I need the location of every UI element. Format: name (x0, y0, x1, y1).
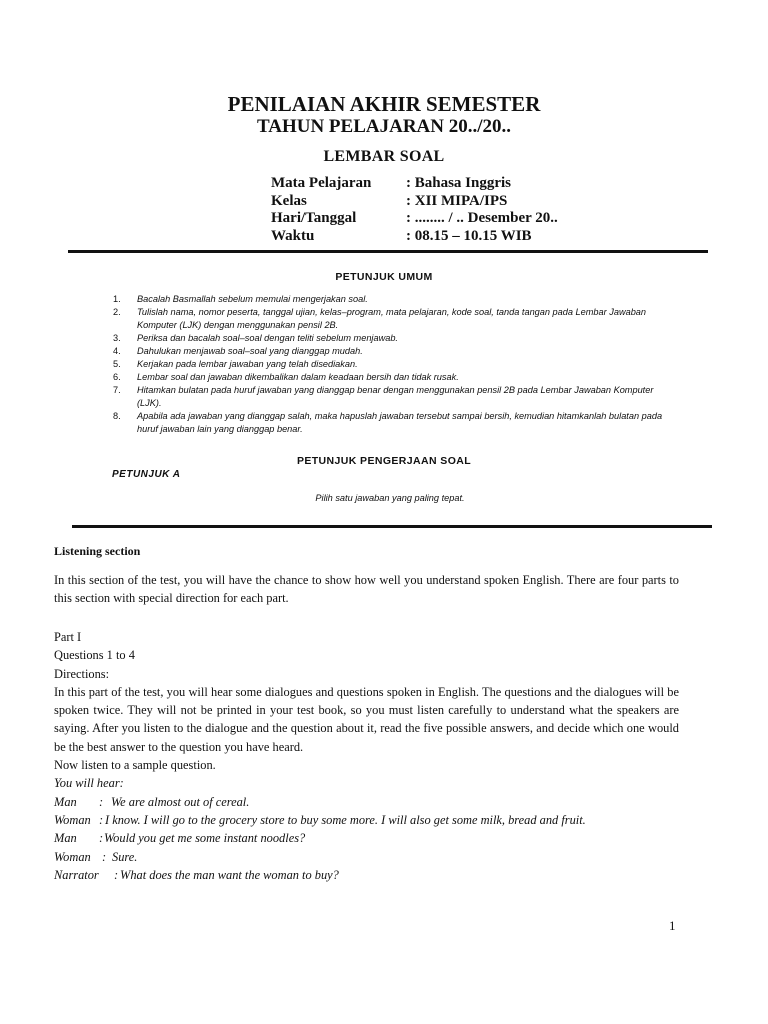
listening-intro: In this section of the test, you will have the chance to show how well you understand spoken English. There are four parts to this section with special direction for each part. (54, 573, 679, 606)
line: We are almost out of cereal. (111, 794, 250, 809)
line: Sure. (112, 849, 138, 864)
header-divider (68, 250, 708, 253)
line: I know. I will go to the grocery store to buy some more. I will also get some milk, bread and fruit. (105, 812, 586, 827)
list-item (110, 345, 670, 358)
separator: : (114, 867, 119, 882)
info-value: : 08.15 – 10.15 WIB (406, 227, 532, 244)
page-number: 1 (669, 918, 676, 933)
line: What does the man want the woman to buy? (120, 867, 339, 882)
info-value: : ........ / .. Desember 20.. (406, 210, 558, 226)
list-item (110, 306, 670, 332)
speaker: Man (54, 831, 77, 846)
speaker: Narrator (54, 867, 99, 882)
item-number: 8. (113, 411, 121, 421)
part-label: Part I (54, 630, 82, 644)
part-one-block (54, 628, 679, 884)
sample-intro: Now listen to a sample question. (54, 758, 216, 773)
general-instructions-heading: PETUNJUK UMUM (335, 271, 433, 283)
item-text: Tulislah nama, nomor peserta, tanggal ujian, kelas–program, mata pelajaran, kode soal, tanda tangan pada Lembar Jawaban Komputer (LJK) dengan menggunakan pensil 2B. (137, 307, 647, 330)
you-will-hear: You will hear: (54, 776, 124, 791)
choose-instruction: Pilih satu jawaban yang paling tepat. (315, 493, 465, 503)
dialogue-line (54, 848, 679, 866)
section-a-label: PETUNJUK A (112, 469, 181, 480)
item-text: Lembar soal dan jawaban dikembalikan dalam keadaan bersih dan tidak rusak. (137, 372, 459, 382)
info-value: : XII MIPA/IPS (406, 192, 508, 209)
item-number: 2. (113, 307, 121, 317)
academic-year: TAHUN PELAJARAN 20../20.. (256, 116, 512, 137)
sheet-title: LEMBAR SOAL (323, 148, 445, 165)
list-item (110, 384, 670, 410)
item-number: 3. (113, 333, 121, 343)
item-text: Kerjakan pada lembar jawaban yang telah disediakan. (137, 359, 358, 369)
item-text: Dahulukan menjawab soal–soal yang dianggap mudah. (137, 346, 363, 356)
info-key: Mata Pelajaran (271, 175, 372, 191)
separator: : (102, 849, 107, 864)
info-key: Kelas (271, 192, 307, 209)
item-text: Bacalah Basmallah sebelum memulai mengerjakan soal. (137, 294, 368, 304)
item-number: 1. (113, 294, 121, 304)
speaker: Man (54, 794, 77, 809)
item-number: 5. (113, 359, 121, 369)
item-text: Apabila ada jawaban yang dianggap salah, maka hapuslah jawaban tersebut sampai bersih, kemudian hitamkanlah bulatan pada huruf jawaban lain yang dianggap benar. (137, 411, 663, 434)
list-item (110, 358, 670, 371)
directions-text: In this part of the test, you will hear some dialogues and questions spoken in English. The questions and the dialogues will be spoken twice. They will not be printed in your test book, so you must listen carefully to understand what the speakers are saying. After you listen to the dialogue and the question about it, read the five possible answers, and decide which one would be the best answer to the question you have heard. (54, 684, 679, 754)
item-text: Hitamkan bulatan pada huruf jawaban yang dianggap benar dengan menggunakan pensil 2B pada Lembar Jawaban Komputer (LJK). (137, 385, 654, 408)
dialogue-line (54, 793, 679, 811)
work-instructions-heading: PETUNJUK PENGERJAAN SOAL (296, 455, 472, 467)
dialogue-line (54, 811, 679, 829)
info-value: : Bahasa Inggris (406, 175, 512, 191)
list-item (110, 371, 670, 384)
general-instructions-list (110, 293, 670, 436)
section-divider (72, 525, 712, 528)
exam-title: PENILAIAN AKHIR SEMESTER (227, 92, 541, 116)
speaker: Woman (54, 849, 91, 864)
item-number: 6. (113, 372, 121, 382)
list-item (110, 332, 670, 345)
questions-range: Questions 1 to 4 (54, 648, 135, 663)
list-item (110, 293, 670, 306)
separator: : (99, 812, 104, 827)
item-text: Periksa dan bacalah soal–soal dengan teliti sebelum menjawab. (137, 333, 398, 343)
directions-label: Directions: (54, 666, 110, 681)
dialogue-line (54, 866, 679, 884)
line: Would you get me some instant noodles? (104, 831, 306, 846)
info-key: Hari/Tanggal (271, 210, 357, 226)
item-number: 4. (113, 346, 121, 356)
dialogue-line (54, 829, 679, 847)
listening-heading: Listening section (54, 544, 141, 558)
list-item (110, 410, 670, 436)
item-number: 7. (113, 385, 121, 395)
speaker: Woman (54, 812, 91, 827)
separator: : (99, 794, 104, 809)
separator: : (99, 831, 104, 846)
info-key: Waktu (271, 227, 315, 244)
